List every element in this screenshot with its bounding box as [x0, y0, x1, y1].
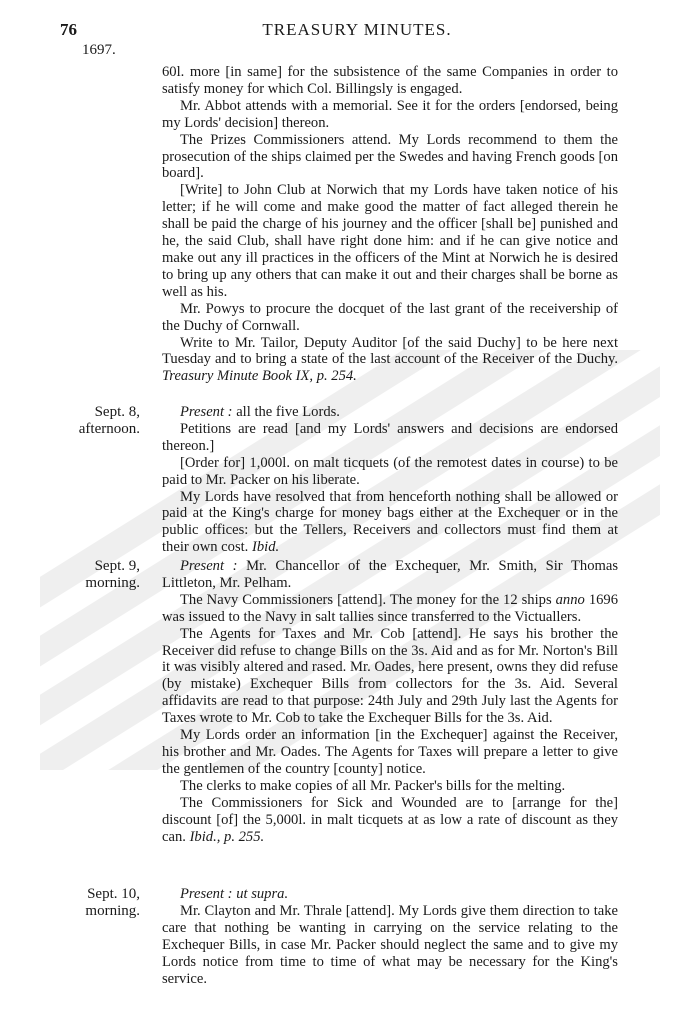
entry-time: afternoon.: [78, 421, 140, 437]
paragraph-text: My Lords have resolved that from henceforth nothing shall be allowed or paid at the King's charge for money bags either at the Exchequer or in the public offices: but the Tellers, Receivers and collectors must find them at their own cost.: [162, 488, 618, 556]
entry-date: Sept. 9,: [94, 558, 140, 574]
paragraph: My Lords order an information [in the Exchequer] against the Receiver, his brother and Mr. Oades. The Agents for Taxes will prepare a letter to give the gentlemen of the country [county] notice.: [162, 727, 618, 777]
present-label: Present :: [180, 886, 233, 902]
present-text: Mr. Chancellor of the Exchequer, Mr. Smith, Sir Thomas Littleton, Mr. Pelham.: [162, 558, 619, 591]
entry-time: morning.: [85, 903, 140, 919]
paragraph: [162, 335, 618, 386]
paragraph: [Write] to John Club at Norwich that my Lords have taken notice of his letter; if he will come and make good the matter of fact alleged therein he shall be paid the charge of his journey and the officer [shall be] punished and he, the said Club, shall have right done him: and if he can give notice and make out any ill practices in the officers of the Mint at Norwich he is desired to bring up any others that can make it out and their charges shall be borne as well as his.: [162, 182, 618, 300]
present-line: [162, 558, 618, 592]
entry-body: [162, 886, 618, 987]
paragraph: Petitions are read [and my Lords' answers and decisions are endorsed thereon.]: [162, 420, 618, 454]
present-line: [162, 404, 618, 421]
entry-date: Sept. 10,: [87, 886, 140, 902]
entry-date: Sept. 8,: [94, 404, 140, 420]
present-label: Present :: [180, 404, 233, 420]
margin-date: [40, 886, 140, 920]
entry-body: [162, 404, 618, 556]
entry-time: morning.: [85, 575, 140, 591]
present-text: all the five Lords.: [236, 404, 340, 420]
running-head: TREASURY MINUTES.: [262, 20, 452, 39]
paragraph: [162, 592, 618, 626]
source-reference: Ibid., p. 255.: [189, 828, 265, 845]
margin-date: [40, 558, 140, 592]
paragraph: The Prizes Commissioners attend. My Lords recommend to them the prosecution of the ships claimed per the Swedes and having French goods [on board].: [162, 131, 618, 182]
present-label: Present :: [180, 558, 238, 574]
paragraph: Mr. Powys to procure the docquet of the last grant of the receivership of the Duchy of Cornwall.: [162, 300, 618, 334]
paragraph-text: The Commissioners for Sick and Wounded are to [arrange for the] discount [of] the 5,000l. in malt ticquets at as low a rate of discount as they can.: [162, 794, 618, 845]
paragraph-text: 1696 was issued to the Navy in salt tallies since transferred to the Victuallers.: [162, 591, 618, 625]
paragraph-text: anno: [555, 591, 585, 608]
present-line: [162, 886, 618, 903]
paragraph-text: Write to Mr. Tailor, Deputy Auditor [of the said Duchy] to be here next Tuesday and to bring a state of the last account of the Receiver of the Duchy.: [162, 334, 618, 368]
paragraph-text: The Navy Commissioners [attend]. The money for the 12 ships: [180, 591, 552, 608]
paragraph: [162, 489, 618, 557]
present-text: ut supra.: [236, 886, 289, 902]
source-reference: Treasury Minute Book IX, p. 254.: [162, 368, 357, 385]
paragraph: Mr. Abbot attends with a memorial. See it for the orders [endorsed, being my Lords' decision] thereon.: [162, 97, 618, 131]
margin-date: [40, 404, 140, 438]
year-marker: 1697.: [82, 42, 116, 58]
paragraph: [Order for] 1,000l. on malt ticquets (of the remotest dates in course) to be paid to Mr. Packer on his liberate.: [162, 454, 618, 488]
entry-body: [162, 558, 618, 845]
source-reference: Ibid.: [252, 539, 280, 556]
entry-body: [162, 64, 618, 385]
paragraph: The Agents for Taxes and Mr. Cob [attend]. He says his brother the Receiver did refuse to change Bills on the 3s. Aid and as for Mr. Norton's Bill it was visibly altered and rased. Mr. Oades, here present, owns they did refuse (by mistake) Exchequer Bills from collectors for the 3s. Aid. Several affidavits are read to that purpose: 24th July and 29th July last the Agents for Taxes wrote to Mr. Cob to take the Exchequer Bills for the 3s. Aid.: [162, 625, 618, 727]
page-number: 76: [60, 20, 77, 39]
paragraph: Mr. Clayton and Mr. Thrale [attend]. My Lords give them direction to take care that nothing be wanting in carrying on the service relating to the Exchequer Bills, in case Mr. Packer should neglect the same and to give my Lords notice from time to time of what may be necessary for the King's service.: [162, 902, 618, 987]
paragraph: The clerks to make copies of all Mr. Packer's bills for the melting.: [180, 777, 566, 794]
paragraph: 60l. more [in same] for the subsistence of the same Companies in order to satisfy money for which Col. Billingsly is engaged.: [162, 64, 618, 97]
paragraph: [162, 795, 618, 846]
